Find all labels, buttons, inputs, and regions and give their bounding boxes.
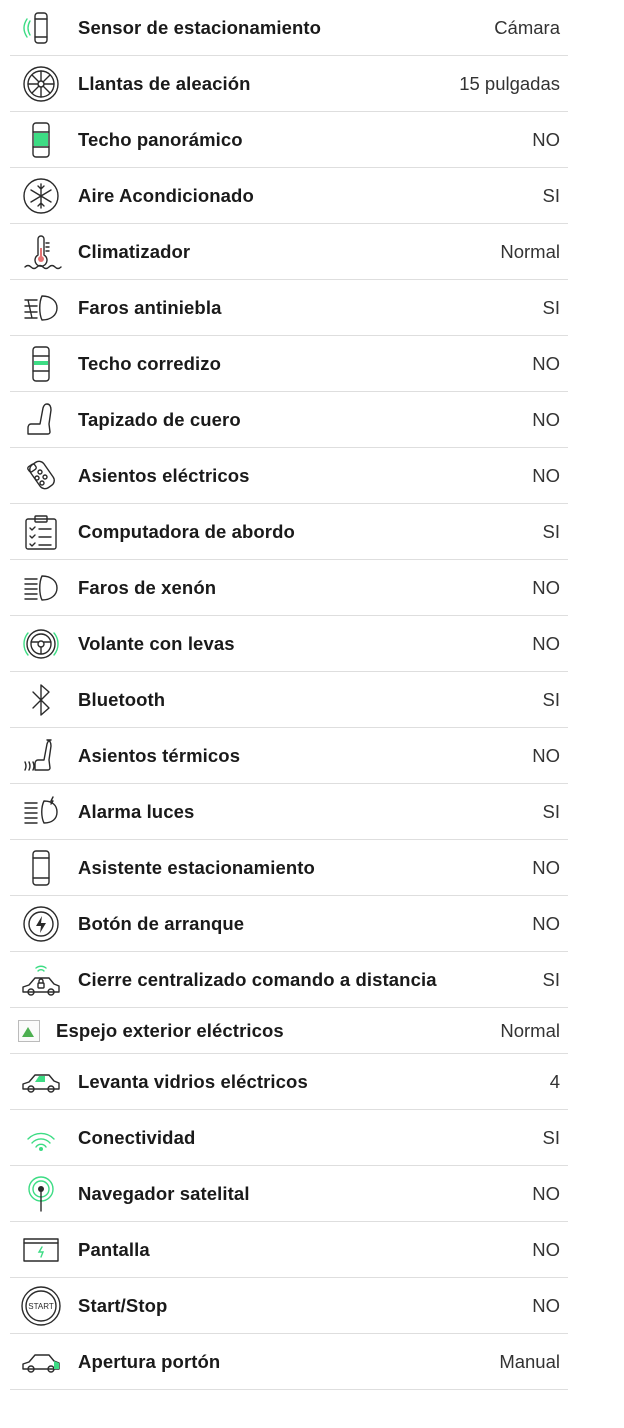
feature-label: Volante con levas <box>78 632 235 654</box>
feature-row <box>10 1222 568 1278</box>
screen-icon <box>18 1228 64 1272</box>
feature-value: SI <box>542 296 560 318</box>
feature-row <box>10 112 568 168</box>
feature-label: Asistente estacionamiento <box>78 856 315 878</box>
feature-row <box>10 1110 568 1166</box>
feature-row <box>10 1278 568 1334</box>
xenon-headlight-icon <box>18 566 64 610</box>
feature-row <box>10 784 568 840</box>
feature-row <box>10 280 568 336</box>
feature-row <box>10 1166 568 1222</box>
feature-row <box>10 392 568 448</box>
feature-row <box>10 168 568 224</box>
feature-value: SI <box>542 184 560 206</box>
feature-value: Normal <box>500 240 560 262</box>
feature-label: Cierre centralizado comando a distancia <box>78 968 437 990</box>
feature-label: Bluetooth <box>78 688 166 710</box>
feature-row <box>10 616 568 672</box>
thermometer-icon <box>18 230 64 274</box>
leather-seat-icon <box>18 398 64 442</box>
feature-value: NO <box>532 1182 560 1204</box>
car-trunk-icon <box>18 1340 64 1384</box>
feature-label: Techo corredizo <box>78 352 222 374</box>
gps-antenna-icon <box>18 1172 64 1216</box>
feature-value: NO <box>532 1238 560 1260</box>
alloy-wheel-icon <box>18 62 64 106</box>
feature-row <box>10 336 568 392</box>
feature-label: Faros antiniebla <box>78 296 222 318</box>
snowflake-icon <box>18 174 64 218</box>
feature-label: Faros de xenón <box>78 576 217 598</box>
icon-text: START <box>28 1301 54 1311</box>
feature-label: Tapizado de cuero <box>78 408 241 430</box>
bluetooth-icon <box>18 678 64 722</box>
sunroof-icon <box>18 342 64 386</box>
feature-row <box>10 952 568 1008</box>
feature-value: NO <box>532 632 560 654</box>
feature-row <box>10 1008 568 1054</box>
feature-label: Asientos eléctricos <box>78 464 250 486</box>
feature-label: Alarma luces <box>78 800 195 822</box>
parking-sensor-icon <box>18 6 64 50</box>
light-alarm-icon <box>18 790 64 834</box>
remote-lock-car-icon <box>18 958 64 1002</box>
feature-value: Normal <box>500 1019 560 1041</box>
feature-label: Navegador satelital <box>78 1182 250 1204</box>
feature-value: NO <box>532 352 560 374</box>
feature-label: Pantalla <box>78 1238 150 1260</box>
key-fob-icon <box>18 454 64 498</box>
feature-value: NO <box>532 576 560 598</box>
feature-label: Levanta vidrios eléctricos <box>78 1070 308 1092</box>
feature-label: Techo panorámico <box>78 128 243 150</box>
feature-value: NO <box>532 856 560 878</box>
feature-label: Botón de arranque <box>78 912 245 934</box>
clipboard-checklist-icon <box>18 510 64 554</box>
feature-value: Cámara <box>494 16 560 38</box>
feature-value: SI <box>542 1126 560 1148</box>
feature-value: NO <box>532 744 560 766</box>
broken-image-icon <box>18 1020 40 1042</box>
feature-value: NO <box>532 128 560 150</box>
feature-label: Aire Acondicionado <box>78 184 254 206</box>
feature-label: Espejo exterior eléctricos <box>56 1019 284 1041</box>
heated-seat-icon <box>18 734 64 778</box>
feature-value: NO <box>532 1294 560 1316</box>
feature-row <box>10 560 568 616</box>
feature-value: SI <box>542 968 560 990</box>
start-stop-icon <box>18 1284 64 1328</box>
start-button-icon <box>18 902 64 946</box>
feature-value: SI <box>542 688 560 710</box>
feature-value: 15 pulgadas <box>459 72 560 94</box>
feature-row <box>10 672 568 728</box>
feature-row <box>10 224 568 280</box>
steering-wheel-icon <box>18 622 64 666</box>
wifi-signal-icon <box>18 1116 64 1160</box>
fog-light-icon <box>18 286 64 330</box>
car-window-icon <box>18 1060 64 1104</box>
feature-label: Conectividad <box>78 1126 196 1148</box>
feature-row <box>10 504 568 560</box>
feature-value: NO <box>532 408 560 430</box>
feature-label: Apertura portón <box>78 1350 221 1372</box>
feature-row <box>10 448 568 504</box>
feature-row <box>10 728 568 784</box>
feature-row <box>10 896 568 952</box>
feature-row <box>10 1054 568 1110</box>
feature-label: Llantas de aleación <box>78 72 251 94</box>
feature-row <box>10 0 568 56</box>
feature-row <box>10 1334 568 1390</box>
feature-row <box>10 56 568 112</box>
feature-value: 4 <box>549 1070 560 1092</box>
feature-label: Sensor de estacionamiento <box>78 16 322 38</box>
feature-value: SI <box>542 800 560 822</box>
feature-label: Computadora de abordo <box>78 520 295 542</box>
parking-assist-icon <box>18 846 64 890</box>
feature-label: Asientos térmicos <box>78 744 241 766</box>
features-list <box>10 0 568 1390</box>
feature-value: SI <box>542 520 560 542</box>
feature-value: Manual <box>499 1350 560 1372</box>
feature-label: Start/Stop <box>78 1294 168 1316</box>
feature-value: NO <box>532 912 560 934</box>
feature-row <box>10 840 568 896</box>
feature-value: NO <box>532 464 560 486</box>
panoramic-roof-icon <box>18 118 64 162</box>
feature-label: Climatizador <box>78 240 191 262</box>
